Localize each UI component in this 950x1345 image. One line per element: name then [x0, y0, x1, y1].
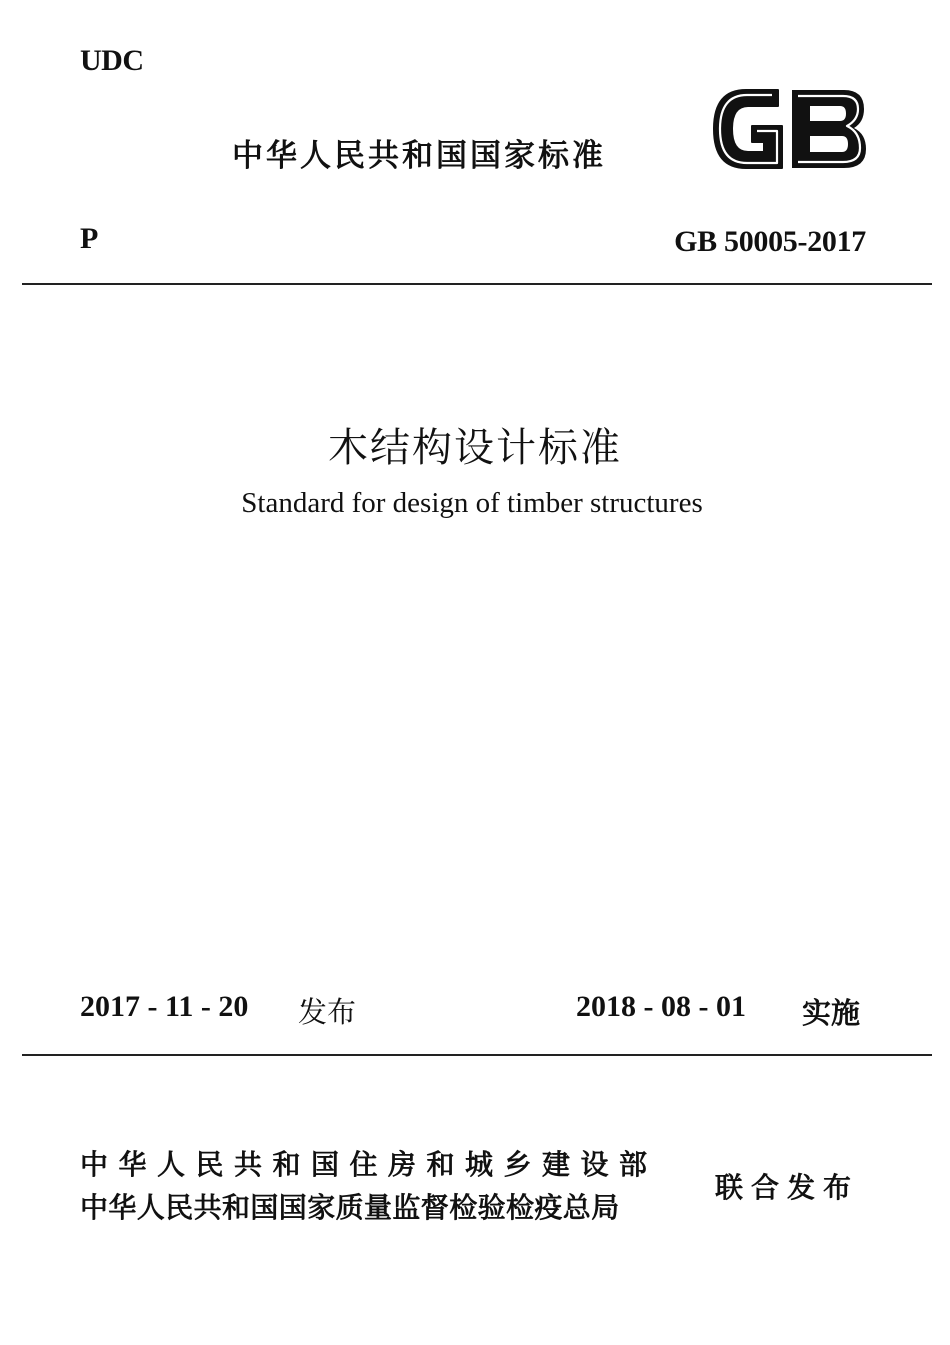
- title-chinese: 木结构设计标准: [328, 425, 622, 471]
- issue-label: 发布: [298, 995, 357, 1029]
- standard-number: GB 50005-2017: [674, 225, 866, 258]
- udc-label: UDC: [80, 44, 144, 77]
- effective-date: 2018 - 08 - 01: [576, 990, 746, 1023]
- publisher-line-2: 中华人民共和国国家质量监督检验检疫总局: [80, 1191, 620, 1224]
- classification-code: P: [80, 222, 99, 255]
- issuer-top-heading: 中华人民共和国国家标准: [232, 138, 606, 174]
- issue-date: 2017 - 11 - 20: [80, 990, 249, 1023]
- gb-logo-icon: [708, 84, 870, 174]
- joint-publish-label: 联合发布: [715, 1171, 860, 1204]
- title-english: Standard for design of timber structures: [241, 487, 703, 519]
- bottom-divider: [22, 1054, 932, 1056]
- publisher-line-1: 中华人民共和国住房和城乡建设部: [80, 1148, 658, 1181]
- top-divider: [22, 283, 932, 285]
- effective-label: 实施: [802, 996, 861, 1030]
